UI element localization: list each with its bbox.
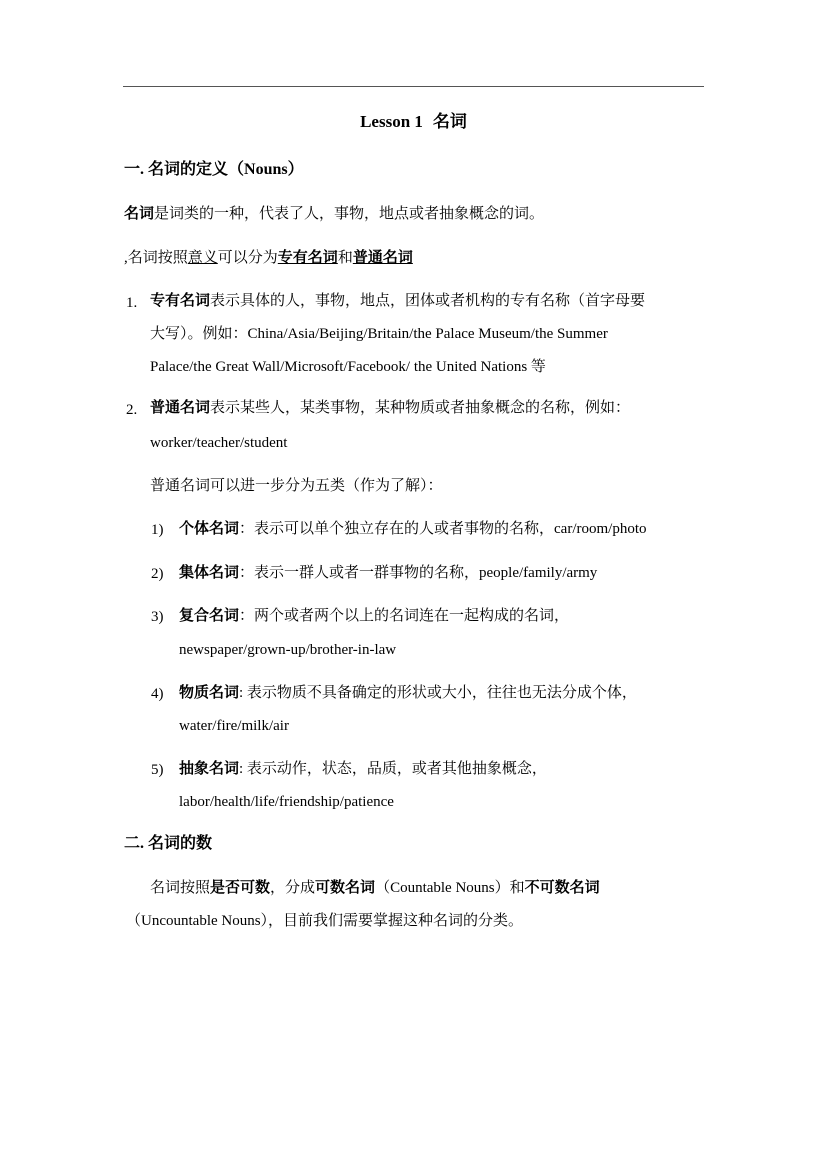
subitem xyxy=(179,606,569,626)
subitem5-line1: : 表示动作，状态，品质，或者其他抽象概念， xyxy=(239,761,547,777)
subitem xyxy=(179,683,637,703)
item1-line1: 表示具体的人，事物，地点，团体或者机构的专有名称（首字母要 xyxy=(210,293,646,309)
subitem3-line1: ：两个或者两个以上的名词连在一起构成的名词， xyxy=(239,608,570,624)
subitem-number: 1) xyxy=(151,522,164,538)
subitem4-term: 物质名词 xyxy=(179,685,240,701)
subitem1-line1: ：表示可以单个独立存在的人或者事物的名称，car/room/photo xyxy=(239,521,647,537)
subintro: 普通名词可以进一步分为五类（作为了解）： xyxy=(150,478,443,494)
item2-term: 普通名词 xyxy=(150,400,211,416)
subitem xyxy=(179,519,647,539)
list-item-number: 2. xyxy=(126,402,138,418)
section2-prefix: 二. xyxy=(124,835,145,852)
subitem4-line2: water/fire/milk/air xyxy=(179,718,289,734)
subitem-number: 3) xyxy=(151,609,164,625)
subitem3-term: 复合名词 xyxy=(179,608,240,624)
section2-paragraph xyxy=(150,878,600,898)
classification-meaning: 意义 xyxy=(187,250,218,266)
list-item-number: 1. xyxy=(126,295,138,311)
section2-paragraph-line2: （Uncountable Nouns），目前我们需要掌握这种名词的分类。 xyxy=(126,913,524,929)
item2-line2: worker/teacher/student xyxy=(150,435,288,451)
classification-proper: 专有名词 xyxy=(277,250,338,266)
s2-text-c: ，分成 xyxy=(270,880,316,896)
definition-line xyxy=(124,204,544,224)
item2-line1: 表示某些人，某类事物，某种物质或者抽象概念的名称，例如： xyxy=(210,400,631,416)
section1-title: 名词的定义（Nouns） xyxy=(148,161,304,178)
subitem1-term: 个体名词 xyxy=(179,521,240,537)
section1-heading xyxy=(124,160,304,180)
s2-countable: 可数名词 xyxy=(315,880,376,896)
title-en: Lesson 1 xyxy=(360,112,423,131)
subitem4-line1: : 表示物质不具备确定的形状或大小，往往也无法分成个体， xyxy=(239,685,637,701)
s2-text-e: （Countable Nouns）和 xyxy=(375,880,525,896)
subitem xyxy=(179,563,597,583)
section1-prefix: 一. xyxy=(124,161,145,178)
classification-common: 普通名词 xyxy=(352,250,413,266)
subitem2-line1: ：表示一群人或者一群事物的名称，people/family/army xyxy=(239,565,598,581)
definition-text: 是词类的一种，代表了人，事物，地点或者抽象概念的词。 xyxy=(154,206,545,222)
subitem5-line2: labor/health/life/friendship/patience xyxy=(179,794,394,810)
classification-lead: ,名词按照 xyxy=(124,250,188,266)
item1-line3: Palace/the Great Wall/Microsoft/Facebook/ the United Nations 等 xyxy=(150,359,546,375)
subitem2-term: 集体名词 xyxy=(179,565,240,581)
title-zh: 名词 xyxy=(432,112,467,131)
subitem-number: 5) xyxy=(151,762,164,778)
subitem-number: 2) xyxy=(151,566,164,582)
section2-heading xyxy=(124,834,212,854)
definition-term: 名词 xyxy=(124,206,155,222)
subitem3-line2: newspaper/grown-up/brother-in-law xyxy=(179,642,397,658)
subitem xyxy=(179,759,547,779)
item1-line2: 大写）。例如：China/Asia/Beijing/Britain/the Palace Museum/the Summer xyxy=(150,326,608,342)
list-item xyxy=(150,398,630,418)
classification-and: 和 xyxy=(337,250,353,266)
s2-countability: 是否可数 xyxy=(210,880,271,896)
s2-uncountable: 不可数名词 xyxy=(524,880,600,896)
s2-text-a: 名词按照 xyxy=(150,880,211,896)
classification-line xyxy=(124,248,413,268)
subitem-number: 4) xyxy=(151,686,164,702)
list-item xyxy=(150,291,645,311)
subitem5-term: 抽象名词 xyxy=(179,761,240,777)
classification-mid: 可以分为 xyxy=(217,250,278,266)
header-rule xyxy=(123,86,704,87)
page-title xyxy=(0,112,827,132)
item1-term: 专有名词 xyxy=(150,293,211,309)
section2-title: 名词的数 xyxy=(148,835,213,852)
